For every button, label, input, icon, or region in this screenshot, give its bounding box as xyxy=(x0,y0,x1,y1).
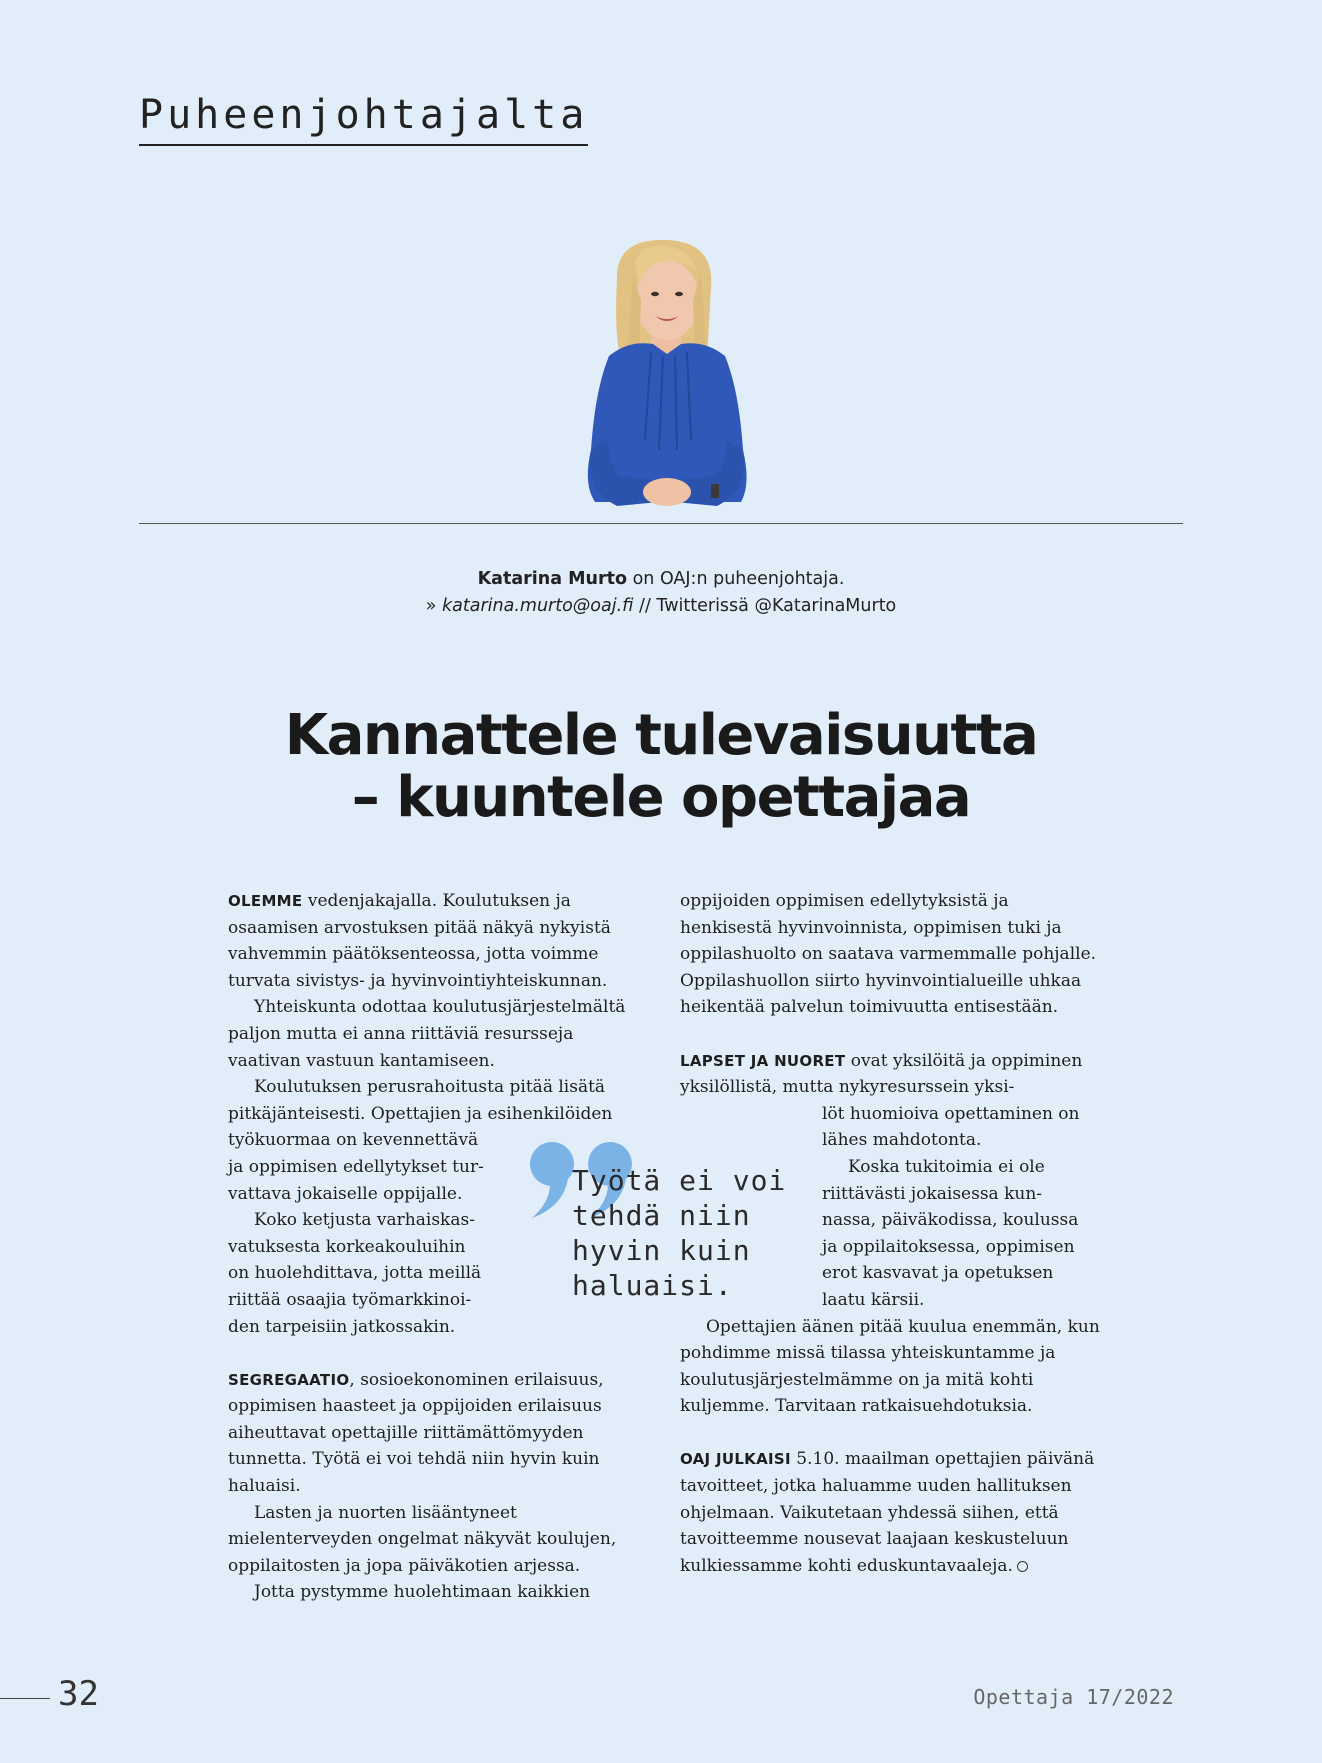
author-role: on OAJ:n puheenjohtaja. xyxy=(632,569,845,589)
pull-quote: Työtä ei voi tehdä niin hyvin kuin haluaisi. xyxy=(572,1164,787,1302)
article-headline xyxy=(0,705,1322,829)
paragraph: Koska tukitoimia ei ole riittävästi jokaisessa kun- nassa, päiväkodissa, koulussa ja oppilaitoksessa, oppimisen erot kasvavat ja opetuksen laatu kärsii. xyxy=(822,1156,1079,1310)
page-number: 32 xyxy=(58,1674,99,1714)
paragraph: OAJ JULKAISI 5.10. maailman opettajien päivänä tavoitteet, jotka haluamme uuden hallituksen ohjelmaan. Vaikutetaan yhdessä siihen, että tavoitteemme nousevat laajaan keskusteluun kulkiessamme kohti eduskuntavaaleja. xyxy=(680,1449,1095,1576)
author-email[interactable]: katarina.murto@oaj.fi xyxy=(442,596,634,616)
paragraph: Koko ketjusta varhaiskas- vatuksesta korkeakouluihin on huolehdittava, jotta meillä riittää osaajia työmarkkinoi- den tarpeisiin jatkossakin. xyxy=(228,1210,482,1337)
paragraph: OLEMME vedenjakajalla. Koulutuksen ja osaamisen arvostuksen pitää näkyä nykyistä vahvemmin päätöksenteossa, jotta voimme turvata sivistys- ja hyvinvointiyhteiskunnan. xyxy=(228,891,611,991)
lead-word: SEGREGAATIO xyxy=(228,1370,350,1389)
paragraph: Yhteiskunta odottaa koulutusjärjestelmältä paljon mutta ei anna riittäviä resursseja vaativan vastuun kantamiseen. xyxy=(228,997,626,1071)
magazine-issue: Opettaja 17/2022 xyxy=(973,1685,1174,1709)
divider-line xyxy=(139,523,1183,524)
page-number-rule xyxy=(0,1698,50,1699)
paragraph: oppijoiden oppimisen edellytyksistä ja henkisestä hyvinvoinnista, oppimisen tuki ja oppilashuolto on saatava varmemmalle pohjalle. Oppilashuollon siirto hyvinvointialueille uhkaa heikentää palvelun toimivuutta entisestään. xyxy=(680,891,1097,1018)
paragraph: Opettajien äänen pitää kuulua enemmän, kun pohdimme missä tilassa yhteiskuntamme ja koulutusjärjestelmämme on ja mitä kohti kuljemme. Tarvitaan ratkaisuehdotuksia. xyxy=(680,1316,1100,1417)
author-contact-line xyxy=(0,593,1322,620)
headline-line-1: Kannattele tulevaisuutta xyxy=(284,703,1038,768)
end-mark-icon xyxy=(1017,1561,1028,1572)
author-twitter[interactable]: Twitterissä @KatarinaMurto xyxy=(656,596,897,616)
headline-line-2: – kuuntele opettajaa xyxy=(351,765,971,830)
paragraph: Koulutuksen perusrahoitusta pitää lisätä pitkäjänteisesti. Opettajien ja esihenkilöiden työkuormaa on kevennettävä ja oppimisen edellytykset tur- vattava jokaiselle oppijalle. xyxy=(228,1077,613,1204)
author-name: Katarina Murto xyxy=(477,569,628,589)
lead-word: OAJ JULKAISI xyxy=(680,1450,791,1469)
paragraph: SEGREGAATIO, sosioekonominen erilaisuus, oppimisen haasteet ja oppijoiden erilaisuus aiheuttavat opettajille riittämättömyyden tunnetta. Työtä ei voi tehdä niin hyvin kuin haluaisi. xyxy=(228,1369,604,1497)
paragraph: Lasten ja nuorten lisääntyneet mielenterveyden ongelmat näkyvät koulujen, oppilaitosten ja jopa päiväkotien arjessa. xyxy=(228,1502,617,1576)
lead-word: LAPSET JA NUORET xyxy=(680,1051,846,1070)
paragraph: Jotta pystymme huolehtimaan kaikkien xyxy=(254,1582,591,1603)
paragraph: LAPSET JA NUORET ovat yksilöitä ja oppiminen yksilöllistä, mutta nykyresurssein yksi- löt huomioiva opettaminen on lähes mahdotonta. xyxy=(680,1050,1083,1151)
author-line xyxy=(0,566,1322,593)
arrow-icon: » xyxy=(425,596,437,616)
author-portrait xyxy=(555,240,775,560)
contact-separator: // xyxy=(639,596,651,616)
lead-word: OLEMME xyxy=(228,892,303,910)
section-title: Puheenjohtajalta xyxy=(139,92,588,146)
author-caption xyxy=(0,566,1322,620)
